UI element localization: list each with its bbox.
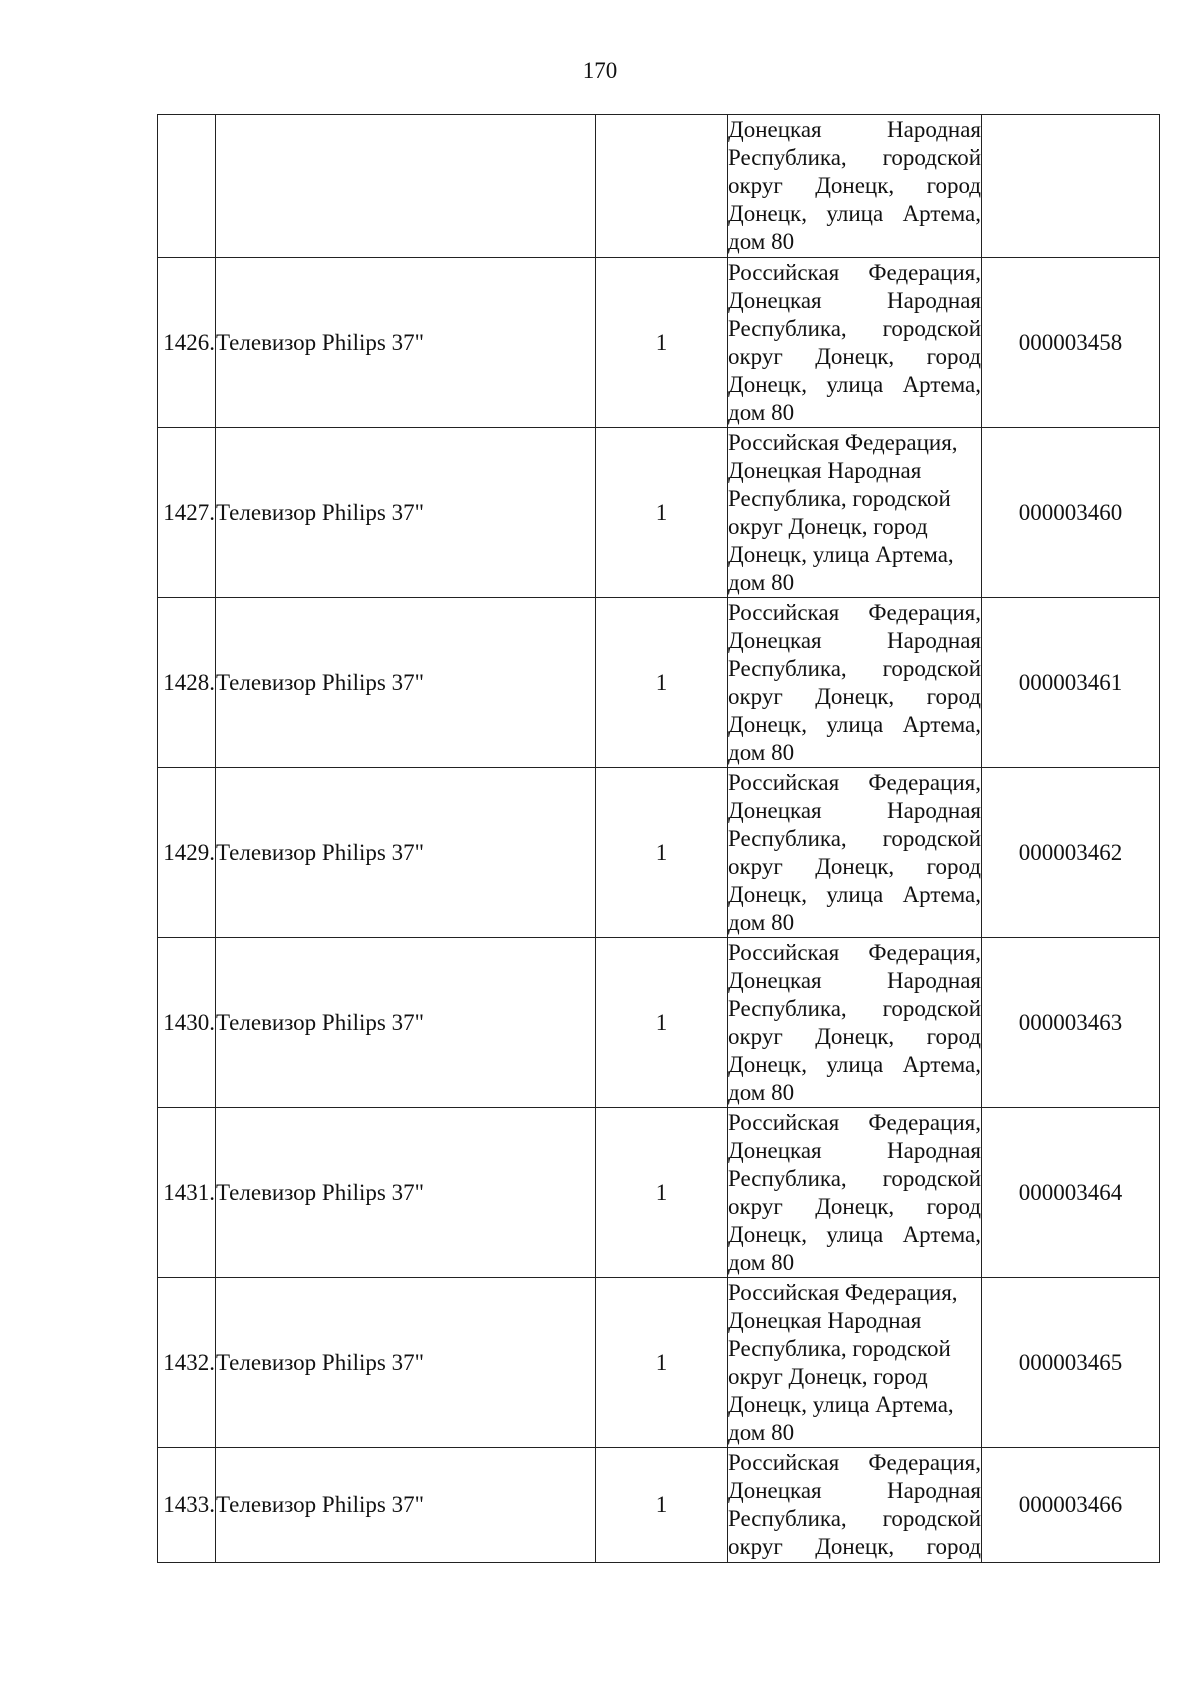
row-number-cell: 1428. [158, 598, 216, 768]
address-line: Донецк, улица Артема, [728, 371, 981, 397]
item-name-cell: Телевизор Philips 37" [216, 1448, 596, 1563]
item-name-cell: Телевизор Philips 37" [216, 428, 596, 598]
address-line: округ Донецк, город [728, 343, 981, 369]
address-line: округ Донецк, город [728, 173, 981, 198]
address-cell [728, 1278, 982, 1448]
address-line: Донецкая Народная [728, 797, 981, 823]
address-line: Донецк, улица Артема, [728, 881, 981, 907]
inventory-number-cell [982, 115, 1160, 258]
address-line: Донецк, улица Артема, [728, 1391, 954, 1417]
address-line: Донецкая Народная [728, 1307, 922, 1333]
item-name-cell: Телевизор Philips 37" [216, 598, 596, 768]
table-row [158, 768, 1160, 938]
item-name-cell: Телевизор Philips 37" [216, 258, 596, 428]
address-line: дом 80 [728, 1249, 795, 1275]
address-cell [728, 768, 982, 938]
address-line: Российская Федерация, [728, 769, 981, 795]
address-cell [728, 1108, 982, 1278]
quantity-cell: 1 [596, 938, 728, 1108]
quantity-cell: 1 [596, 1278, 728, 1448]
address-line: Донецк, улица Артема, [728, 541, 954, 567]
address-line: Республика, городской [728, 145, 981, 170]
item-name-cell: Телевизор Philips 37" [216, 768, 596, 938]
address-line: округ Донецк, город [728, 1023, 981, 1049]
inventory-number-cell: 000003458 [982, 258, 1160, 428]
inventory-number-cell: 000003462 [982, 768, 1160, 938]
address-line: Российская Федерация, [728, 259, 981, 285]
page-number: 170 [582, 58, 618, 83]
address-cell [728, 938, 982, 1108]
address-cell [728, 428, 982, 598]
table-row [158, 1278, 1160, 1448]
address-line: округ Донецк, город [728, 853, 981, 879]
address-line: Донецк, улица Артема, [728, 1221, 981, 1247]
address-line: Донецкая Народная [728, 457, 922, 483]
quantity-cell: 1 [596, 598, 728, 768]
address-line: Российская Федерация, [728, 939, 981, 965]
address-line: Республика, городской [728, 1165, 981, 1191]
inventory-number-cell: 000003460 [982, 428, 1160, 598]
inventory-number-cell: 000003463 [982, 938, 1160, 1108]
address-line: округ Донецк, город [728, 1363, 928, 1389]
address-line: округ Донецк, город [728, 513, 928, 539]
quantity-cell [596, 115, 728, 258]
address-line: дом 80 [728, 909, 795, 935]
item-name-cell: Телевизор Philips 37" [216, 1278, 596, 1448]
row-number-cell: 1426. [158, 258, 216, 428]
table-row [158, 258, 1160, 428]
inventory-number-cell: 000003465 [982, 1278, 1160, 1448]
address-line: дом 80 [728, 229, 795, 254]
address-line: Республика, городской [728, 315, 981, 341]
address-line: Донецк, улица Артема, [728, 711, 981, 737]
address-line: округ Донецк, город [728, 1534, 981, 1559]
table-row [158, 1108, 1160, 1278]
address-line: Донецкая Народная [728, 1478, 981, 1503]
address-line: Республика, городской [728, 825, 981, 851]
item-name-cell [216, 115, 596, 258]
table-row [158, 428, 1160, 598]
address-line: округ Донецк, город [728, 1193, 981, 1219]
address-line: Российская Федерация, [728, 1279, 958, 1305]
inventory-number-cell: 000003466 [982, 1448, 1160, 1563]
table-row [158, 598, 1160, 768]
row-number-cell: 1427. [158, 428, 216, 598]
item-name-cell: Телевизор Philips 37" [216, 938, 596, 1108]
address-line: Донецкая Народная [728, 117, 981, 142]
address-line: Донецкая Народная [728, 287, 981, 313]
quantity-cell: 1 [596, 1108, 728, 1278]
continuation-row [158, 115, 1160, 258]
address-line: Донецкая Народная [728, 967, 981, 993]
address-line: Донецкая Народная [728, 1137, 981, 1163]
address-line: Республика, городской [728, 655, 981, 681]
row-number-cell: 1431. [158, 1108, 216, 1278]
inventory-number-cell: 000003461 [982, 598, 1160, 768]
quantity-cell: 1 [596, 428, 728, 598]
address-cell [728, 258, 982, 428]
table-row [158, 1448, 1160, 1563]
item-name-cell: Телевизор Philips 37" [216, 1108, 596, 1278]
row-number-cell: 1430. [158, 938, 216, 1108]
row-number-cell [158, 115, 216, 258]
address-cell [728, 598, 982, 768]
address-line: дом 80 [728, 739, 795, 765]
address-line: дом 80 [728, 1079, 795, 1105]
address-line: Российская Федерация, [728, 1450, 981, 1475]
inventory-table [157, 114, 1160, 1563]
address-line: Республика, городской [728, 995, 981, 1021]
address-line: Донецк, улица Артема, [728, 1051, 981, 1077]
address-line: Российская Федерация, [728, 429, 958, 455]
row-number-cell: 1432. [158, 1278, 216, 1448]
quantity-cell: 1 [596, 258, 728, 428]
table-row [158, 938, 1160, 1108]
address-line: дом 80 [728, 569, 795, 595]
address-line: Республика, городской [728, 1506, 981, 1531]
quantity-cell: 1 [596, 1448, 728, 1563]
address-line: Российская Федерация, [728, 599, 981, 625]
address-line: округ Донецк, город [728, 683, 981, 709]
row-number-cell: 1433. [158, 1448, 216, 1563]
address-line: Республика, городской [728, 485, 951, 511]
inventory-table-body [158, 115, 1160, 1563]
address-cell [728, 1448, 982, 1563]
address-line: Российская Федерация, [728, 1109, 981, 1135]
row-number-cell: 1429. [158, 768, 216, 938]
address-line: дом 80 [728, 1419, 795, 1445]
address-line: дом 80 [728, 399, 795, 425]
inventory-number-cell: 000003464 [982, 1108, 1160, 1278]
address-line: Республика, городской [728, 1335, 951, 1361]
address-line: Донецкая Народная [728, 627, 981, 653]
quantity-cell: 1 [596, 768, 728, 938]
address-cell [728, 115, 982, 258]
address-line: Донецк, улица Артема, [728, 201, 981, 226]
